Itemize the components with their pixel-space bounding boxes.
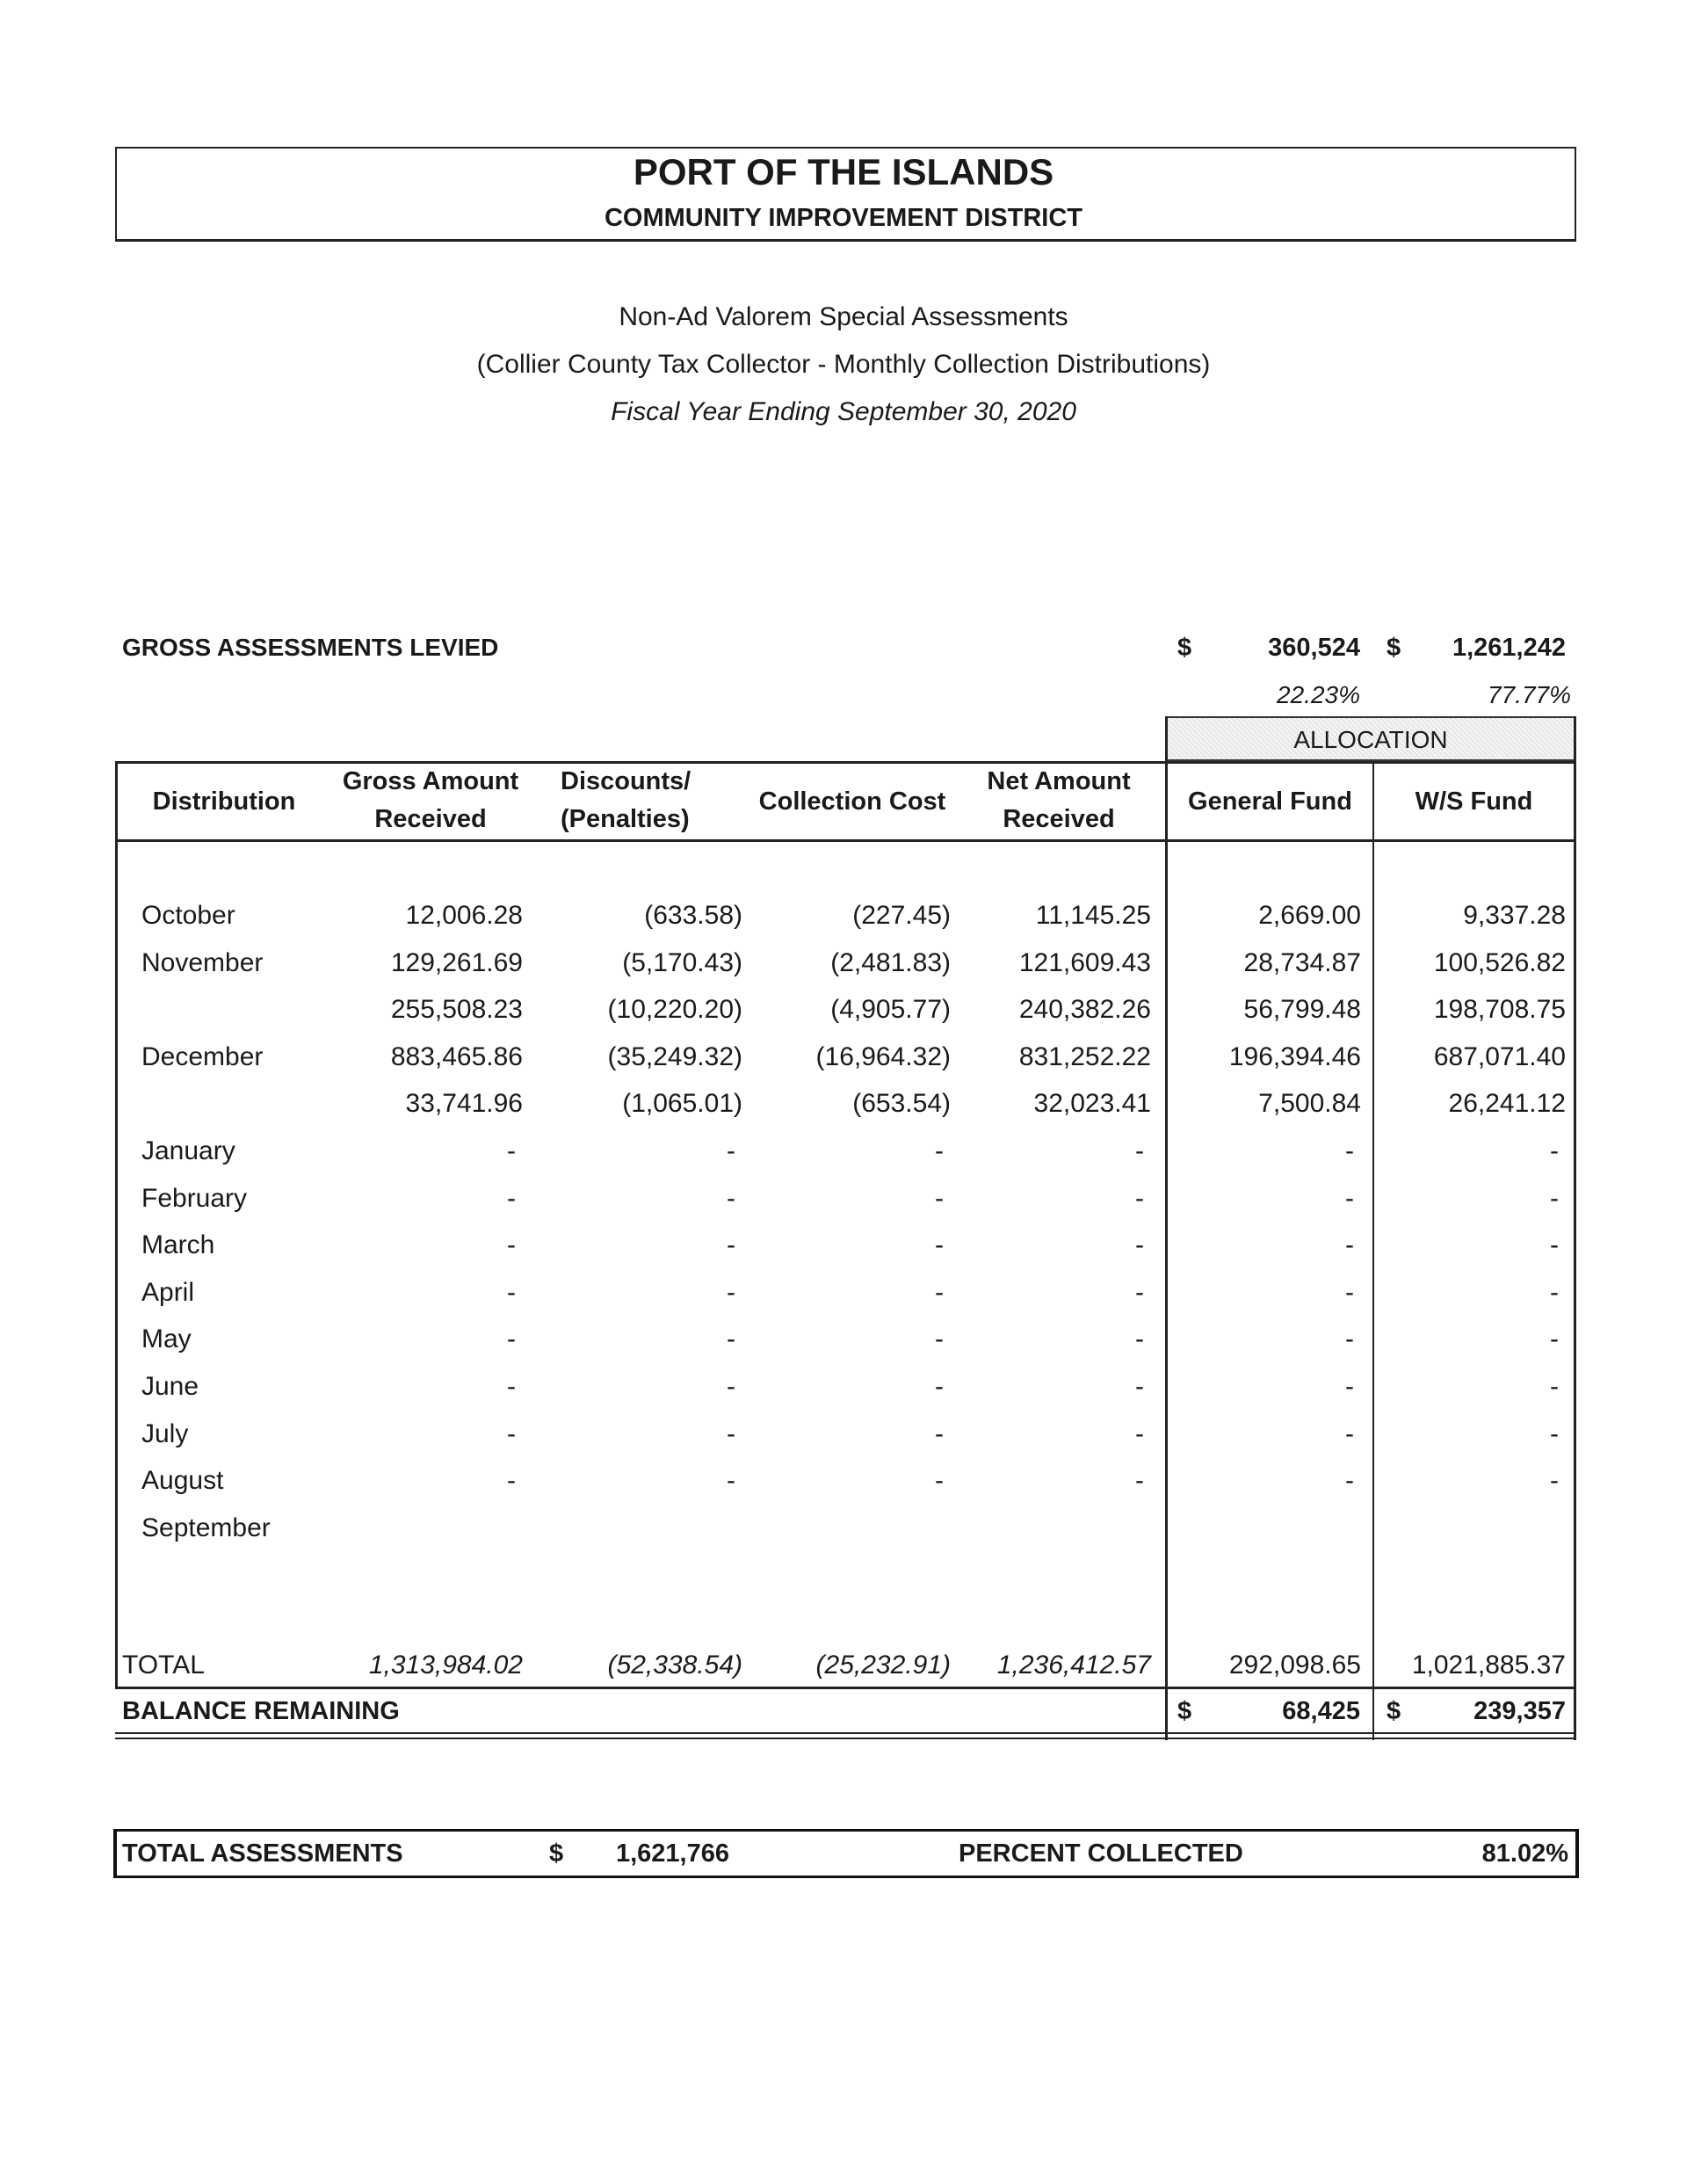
row-month: October — [141, 901, 235, 930]
row-discounts: - — [727, 1466, 735, 1495]
row-discounts: - — [727, 1324, 735, 1353]
fiscal-year: Fiscal Year Ending September 30, 2020 — [611, 397, 1076, 426]
row-gross-amount: - — [507, 1419, 516, 1448]
balance-general-currency: $ — [1177, 1697, 1192, 1725]
balance-underline-2 — [115, 1738, 1576, 1739]
row-discounts: (1,065.01) — [622, 1089, 742, 1118]
balance-remaining-label: BALANCE REMAINING — [122, 1697, 400, 1725]
report-source: (Collier County Tax Collector - Monthly Collection Distributions) — [476, 350, 1211, 379]
row-discounts: - — [727, 1136, 735, 1165]
total-gross: 1,313,984.02 — [368, 1651, 523, 1680]
row-ws-fund: - — [1550, 1136, 1559, 1165]
row-net-amount: 11,145.25 — [1035, 901, 1151, 930]
report-title: Non-Ad Valorem Special Assessments — [619, 302, 1068, 331]
total-ws-fund: 1,021,885.37 — [1411, 1651, 1566, 1680]
row-gross-amount: 255,508.23 — [390, 995, 523, 1024]
row-collection-cost: - — [935, 1184, 944, 1213]
row-month: June — [141, 1372, 199, 1401]
district-subtitle: COMMUNITY IMPROVEMENT DISTRICT — [604, 204, 1083, 232]
row-general-fund: 2,669.00 — [1258, 901, 1361, 930]
row-collection-cost: (2,481.83) — [830, 948, 951, 977]
row-month: February — [141, 1184, 248, 1213]
row-gross-amount: - — [507, 1372, 516, 1401]
row-ws-fund: 100,526.82 — [1433, 948, 1566, 977]
row-gross-amount: 33,741.96 — [405, 1089, 523, 1118]
row-net-amount: 32,023.41 — [1033, 1089, 1151, 1118]
fund-divider — [1372, 761, 1374, 1740]
total-label: TOTAL — [122, 1651, 205, 1680]
gross-ws-currency: $ — [1387, 634, 1401, 662]
row-ws-fund: - — [1550, 1184, 1559, 1213]
balance-ws-fund: 239,357 — [1473, 1697, 1566, 1725]
row-collection-cost: - — [935, 1278, 944, 1307]
row-net-amount: 240,382.26 — [1018, 995, 1151, 1024]
row-gross-amount: 129,261.69 — [390, 948, 523, 977]
row-net-amount: 831,252.22 — [1018, 1042, 1151, 1071]
row-month: December — [141, 1042, 264, 1071]
col-general-fund: General Fund — [1188, 787, 1352, 816]
row-month: September — [141, 1513, 271, 1542]
col-gross-line2: Received — [374, 805, 487, 833]
row-month: May — [141, 1324, 192, 1353]
percent-collected-value: 81.02% — [1481, 1839, 1568, 1868]
row-discounts: (35,249.32) — [607, 1042, 742, 1071]
row-net-amount: - — [1135, 1372, 1144, 1401]
row-discounts: - — [727, 1372, 735, 1401]
row-gross-amount: 12,006.28 — [405, 901, 523, 930]
col-distribution: Distribution — [152, 787, 296, 816]
percent-collected-label: PERCENT COLLECTED — [959, 1839, 1243, 1868]
row-net-amount: - — [1135, 1419, 1144, 1448]
row-collection-cost: - — [935, 1324, 944, 1353]
row-general-fund: - — [1345, 1419, 1354, 1448]
total-bottom-border — [115, 1687, 1576, 1689]
row-ws-fund: 26,241.12 — [1448, 1089, 1566, 1118]
row-discounts: (10,220.20) — [607, 995, 742, 1024]
row-general-fund: - — [1345, 1278, 1354, 1307]
row-ws-fund: - — [1550, 1372, 1559, 1401]
row-collection-cost: (4,905.77) — [830, 995, 951, 1024]
row-ws-fund: 687,071.40 — [1433, 1042, 1566, 1071]
row-ws-fund: 9,337.28 — [1463, 901, 1566, 930]
row-gross-amount: - — [507, 1184, 516, 1213]
row-general-fund: 196,394.46 — [1228, 1042, 1361, 1071]
row-net-amount: - — [1135, 1324, 1144, 1353]
row-ws-fund: - — [1550, 1466, 1559, 1495]
row-collection-cost: - — [935, 1136, 944, 1165]
row-general-fund: 56,799.48 — [1243, 995, 1361, 1024]
row-ws-fund: 198,708.75 — [1433, 995, 1566, 1024]
total-assessments-value: 1,621,766 — [615, 1839, 729, 1868]
row-net-amount: - — [1135, 1278, 1144, 1307]
allocation-left-divider — [1165, 716, 1168, 1740]
row-ws-fund: - — [1550, 1419, 1559, 1448]
row-month: January — [141, 1136, 235, 1165]
row-ws-fund: - — [1550, 1230, 1559, 1259]
general-fund-percent: 22.23% — [1277, 681, 1360, 708]
row-month: April — [141, 1278, 195, 1307]
row-collection-cost: - — [935, 1419, 944, 1448]
row-discounts: (5,170.43) — [622, 948, 742, 977]
row-ws-fund: - — [1550, 1324, 1559, 1353]
balance-ws-currency: $ — [1387, 1697, 1401, 1725]
row-net-amount: - — [1135, 1184, 1144, 1213]
gross-general-fund: 360,524 — [1268, 634, 1360, 662]
row-collection-cost: (227.45) — [852, 901, 951, 930]
row-discounts: - — [727, 1184, 735, 1213]
row-general-fund: - — [1345, 1184, 1354, 1213]
total-net: 1,236,412.57 — [996, 1651, 1151, 1680]
total-assessments-label: TOTAL ASSESSMENTS — [122, 1839, 403, 1868]
row-collection-cost: - — [935, 1466, 944, 1495]
gross-general-currency: $ — [1177, 634, 1192, 662]
row-general-fund: - — [1345, 1372, 1354, 1401]
balance-general-fund: 68,425 — [1282, 1697, 1360, 1725]
row-net-amount: - — [1135, 1230, 1144, 1259]
district-name: PORT OF THE ISLANDS — [633, 151, 1054, 192]
gross-ws-fund: 1,261,242 — [1452, 634, 1566, 662]
gross-assessments-label: GROSS ASSESSMENTS LEVIED — [122, 634, 499, 661]
row-gross-amount: - — [507, 1230, 516, 1259]
table-left-border — [115, 761, 118, 1689]
col-net-line2: Received — [1003, 805, 1115, 833]
col-gross-line1: Gross Amount — [342, 767, 519, 795]
ws-fund-percent: 77.77% — [1488, 681, 1571, 708]
table-header-border — [115, 839, 1576, 842]
row-gross-amount: 883,465.86 — [390, 1042, 523, 1071]
col-ws-fund: W/S Fund — [1415, 787, 1533, 816]
col-net-line1: Net Amount — [987, 767, 1131, 795]
row-month: August — [141, 1466, 224, 1495]
row-general-fund: - — [1345, 1466, 1354, 1495]
row-collection-cost: (653.54) — [852, 1089, 951, 1118]
row-general-fund: 7,500.84 — [1258, 1089, 1361, 1118]
row-discounts: (633.58) — [644, 901, 742, 930]
row-gross-amount: - — [507, 1278, 516, 1307]
col-collection-cost: Collection Cost — [758, 787, 946, 816]
row-collection-cost: (16,964.32) — [815, 1042, 951, 1071]
total-assessments-currency: $ — [549, 1839, 564, 1868]
row-discounts: - — [727, 1230, 735, 1259]
row-general-fund: - — [1345, 1324, 1354, 1353]
row-collection-cost: - — [935, 1372, 944, 1401]
row-net-amount: - — [1135, 1136, 1144, 1165]
row-gross-amount: - — [507, 1466, 516, 1495]
col-discounts-line1: Discounts/ — [561, 767, 691, 795]
row-general-fund: 28,734.87 — [1243, 948, 1361, 977]
row-gross-amount: - — [507, 1324, 516, 1353]
row-general-fund: - — [1345, 1136, 1354, 1165]
row-month: July — [141, 1419, 189, 1448]
row-month: March — [141, 1230, 215, 1259]
row-discounts: - — [727, 1419, 735, 1448]
table-right-border — [1574, 716, 1576, 1740]
row-ws-fund: - — [1550, 1278, 1559, 1307]
total-discounts: (52,338.54) — [607, 1651, 742, 1680]
row-gross-amount: - — [507, 1136, 516, 1165]
row-collection-cost: - — [935, 1230, 944, 1259]
row-net-amount: - — [1135, 1466, 1144, 1495]
col-discounts-line2: (Penalties) — [561, 805, 690, 833]
row-net-amount: 121,609.43 — [1018, 948, 1151, 977]
row-month: November — [141, 948, 264, 977]
total-collection-cost: (25,232.91) — [815, 1651, 951, 1680]
total-general-fund: 292,098.65 — [1228, 1651, 1361, 1680]
balance-underline-1 — [115, 1732, 1576, 1734]
row-discounts: - — [727, 1278, 735, 1307]
allocation-label: ALLOCATION — [1293, 726, 1448, 753]
row-general-fund: - — [1345, 1230, 1354, 1259]
